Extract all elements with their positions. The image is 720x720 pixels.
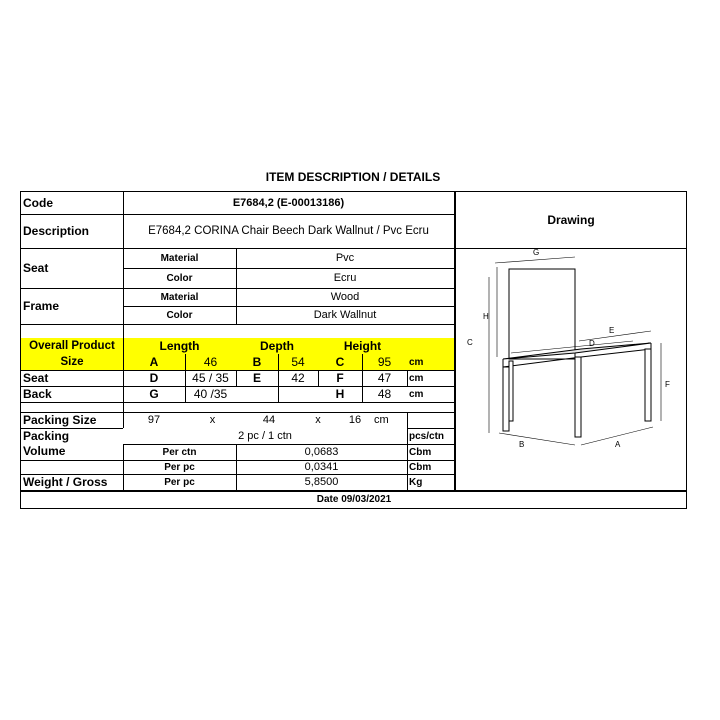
seat-color-label: Color: [166, 272, 193, 284]
seat-material-value: Pvc: [335, 252, 355, 264]
dim-d-value: 45 / 35: [192, 371, 229, 385]
volume-label: Volume: [23, 444, 66, 458]
packing-unit: pcs/ctn: [409, 430, 445, 442]
seat-material-label: Material: [160, 252, 199, 264]
frame-material-value: Wood: [330, 291, 360, 303]
chair-leg: [575, 357, 581, 437]
code-label: Code: [23, 196, 53, 210]
weight-value: 5,8500: [304, 476, 339, 488]
dim-c-value: 95: [362, 354, 407, 370]
seat-label: Seat: [23, 261, 49, 275]
seat-color-value: Ecru: [333, 272, 357, 284]
chair-leg: [645, 349, 651, 421]
packing-size-unit: cm: [374, 414, 389, 426]
length-header: Length: [123, 338, 236, 354]
dim-e-value: 42: [291, 371, 305, 385]
row-divider: [21, 474, 455, 475]
row-divider: [21, 402, 455, 403]
overall-unit: cm: [407, 354, 454, 370]
dim-label-f: F: [665, 380, 670, 389]
packing-size-length: 97: [147, 414, 161, 426]
packing-size-x1: x: [209, 414, 216, 426]
weight-unit: Kg: [409, 476, 423, 488]
unit-header: [407, 338, 454, 354]
dim-label-e: E: [609, 326, 615, 335]
dim-h-value: 48: [377, 387, 392, 401]
code-value: E7684,2 (E-00013186): [232, 197, 345, 209]
overall-size-label-1: Overall Product: [21, 338, 123, 354]
back-dims-label: Back: [23, 387, 52, 401]
chair-leg: [503, 367, 509, 431]
volume-per-pc-unit: Cbm: [409, 461, 432, 473]
frame-label: Frame: [23, 299, 60, 313]
packing-label: Packing: [23, 429, 70, 443]
dim-b-letter: B: [236, 354, 278, 370]
dim-c-letter: C: [318, 354, 362, 370]
frame-material-label: Material: [160, 291, 199, 303]
frame-color-value: Dark Wallnut: [313, 309, 377, 321]
dim-label-b: B: [519, 440, 525, 449]
height-header: Height: [318, 338, 407, 354]
packing-size-height: 16: [348, 414, 362, 426]
packing-size-label: Packing Size: [23, 413, 97, 427]
dim-a-letter: A: [123, 354, 185, 370]
description-value: E7684,2 CORINA Chair Beech Dark Wallnut / Pvc Ecru: [148, 225, 429, 237]
depth-header: Depth: [236, 338, 318, 354]
spec-sheet-table: [20, 191, 687, 509]
dim-label-h: H: [483, 312, 489, 321]
packing-size-width: 44: [262, 414, 276, 426]
weight-per-pc-label: Per pc: [164, 476, 195, 488]
dim-g-value: 40 /35: [193, 387, 228, 401]
chair-drawing-svg: [455, 249, 687, 489]
dim-label-a: A: [615, 440, 621, 449]
dim-label-c: C: [467, 338, 473, 347]
dim-label-g: G: [533, 249, 540, 257]
seat-dims-unit: cm: [409, 372, 424, 384]
drawing-label: Drawing: [547, 213, 595, 227]
page-title: ITEM DESCRIPTION / DETAILS: [265, 170, 441, 184]
chair-leg: [509, 361, 513, 421]
dim-b-value: 54: [278, 354, 318, 370]
description-label: Description: [23, 224, 90, 238]
dim-h-letter: H: [335, 387, 345, 401]
chair-drawing: [455, 249, 687, 489]
row-divider: [21, 324, 455, 325]
packing-size-x2: x: [315, 414, 321, 426]
frame-color-label: Color: [166, 309, 193, 321]
packing-value: 2 pc / 1 ctn: [123, 428, 407, 444]
volume-per-pc-label: Per pc: [164, 461, 195, 473]
dim-e-letter: E: [252, 371, 261, 385]
weight-label: Weight / Gross: [23, 475, 108, 489]
dim-d-letter: D: [149, 371, 159, 385]
dim-label-d: D: [589, 339, 595, 348]
seat-dims-label: Seat: [23, 371, 49, 385]
chair-backrest: [509, 269, 575, 359]
overall-size-label-2: Size: [21, 354, 123, 370]
dim-g-letter: G: [149, 387, 159, 401]
back-dims-unit: cm: [409, 388, 424, 400]
dim-f-letter: F: [336, 371, 344, 385]
volume-per-ctn-unit: Cbm: [409, 446, 432, 458]
volume-per-ctn-label: Per ctn: [162, 446, 197, 458]
date: Date 09/03/2021: [316, 494, 392, 505]
dim-f-value: 47: [377, 371, 392, 385]
volume-per-pc-value: 0,0341: [304, 461, 339, 473]
volume-per-ctn-value: 0,0683: [304, 446, 339, 458]
dim-a-value: 46: [185, 354, 236, 370]
